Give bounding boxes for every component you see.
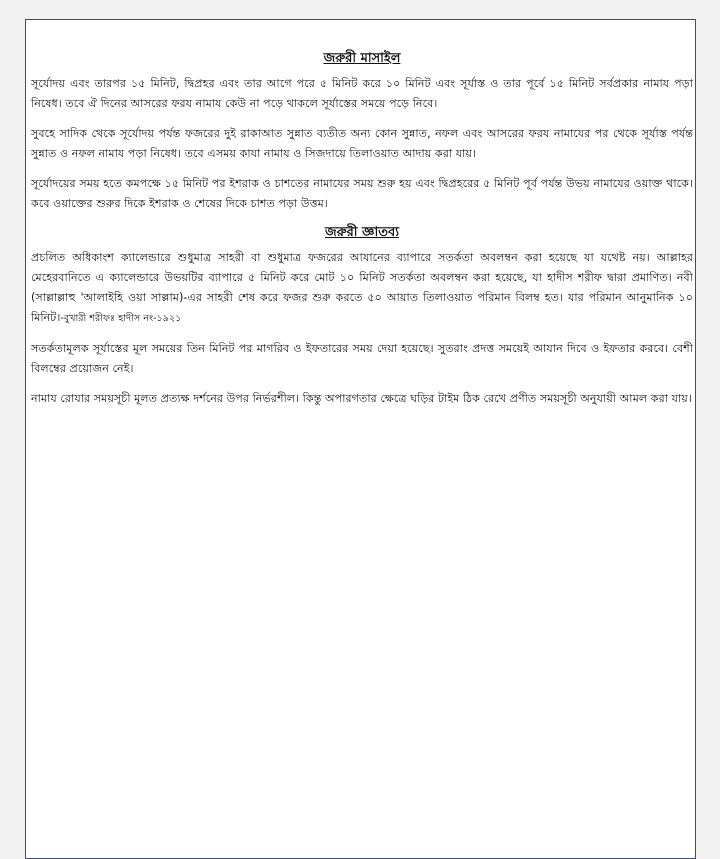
- section-heading-jnatobbo: জরুরী জ্ঞাতব্য: [325, 225, 399, 240]
- jnatobbo-paragraph-3: নামায রোযার সময়সূচী মূলত প্রত্যক্ষ দর্শনের উপর নির্ভরশীল। কিন্তু অপারগতার ক্ষেত্রে ঘড়ির টাইম ঠিক রেখে প্রণীত সময়সূচী অনুযায়ী আমল করা যায়।: [31, 392, 692, 405]
- masail-paragraph-2: সুবহে সাদিক থেকে সূর্যোদয় পর্যন্ত ফজরের দুই রাকাআত সুন্নাত ব্যতীত অন্য কোন সুন্নাত, নফল এবং আসরের ফরয নামাযের পর থেকে সূর্যাস্ত পর্যন্ত সুন্নাত ও নফল নামায পড়া নিষেধ। তবে এসময় কাযা নামায ও সিজদায়ে তিলাওয়াত আদায় করা যায়।: [31, 127, 693, 160]
- document-page: [25, 19, 696, 859]
- jnatobbo-paragraph-1-text: প্রচলিত অধিকাংশ ক্যালেন্ডারে শুধুমাত্র সাহরী বা শুধুমাত্র ফজরের আযানের ব্যাপারে সতর্কতা অবলম্বন করা হয়েছে যা যথেষ্ট নয়। আল্লাহর মেহেরবানিতে এ ক্যালেন্ডারে উভয়টির ব্যাপারে ৫ মিনিট করে মোট ১০ মিনিট সতর্কতা অবলম্বন করা হয়েছে, যা হাদীস শরীফ দ্বারা প্রমাণিত। নবী (সাল্লাল্লাহু 'আলাইহি ওয়া সাল্লাম)-এর সাহরী শেষ করে ফজর শুরু করতে ৫০ আয়াত তিলাওয়াত পরিমান বিলম্ব হত। যার পরিমান আনুমানিক ১০ মিনিট।: [31, 251, 693, 324]
- section-heading-masail: জরুরী মাসাইল: [323, 51, 401, 66]
- hadith-source: -বুখারী শরীফঃ হাদীস নং-১৯২১: [60, 313, 182, 324]
- masail-paragraph-1: সূর্যোদয় এবং তারপর ১৫ মিনিট, দ্বিপ্রহর এবং তার আগে পরে ৫ মিনিট করে ১০ মিনিট এবং সূর্যাস্ত ও তার পূর্বে ১৫ মিনিট সর্বপ্রকার নামায পড়া নিষেধ। তবে ঐ দিনের আসরের ফরয নামায কেউ না পড়ে থাকলে সূর্যাস্তের সময়ে পড়ে নিবে।: [31, 77, 693, 110]
- jnatobbo-paragraph-2: সতর্কতামূলক সূর্যাস্তের মূল সময়ের তিন মিনিট পর মাগরিব ও ইফতারের সময় দেয়া হয়েছে। সুতরাং প্রদত্ত সময়েই আযান দিবে ও ইফতার করবে। বেশী বিলম্বের প্রয়োজন নেই।: [31, 342, 693, 375]
- masail-paragraph-3: সূর্যোদয়ের সময় হতে কমপক্ষে ১৫ মিনিট পর ইশরাক ও চাশতের নামাযের সময় শুরু হয় এবং দ্বিপ্রহরের ৫ মিনিট পূর্ব পর্যন্ত উভয় নামাযের ওয়াক্ত থাকে। কবে ওয়াক্তের শুরুর দিকে ইশরাক ও শেষের দিকে চাশত পড়া উত্তম।: [31, 177, 693, 210]
- jnatobbo-paragraph-1: [31, 248, 693, 329]
- document-content: [31, 50, 693, 419]
